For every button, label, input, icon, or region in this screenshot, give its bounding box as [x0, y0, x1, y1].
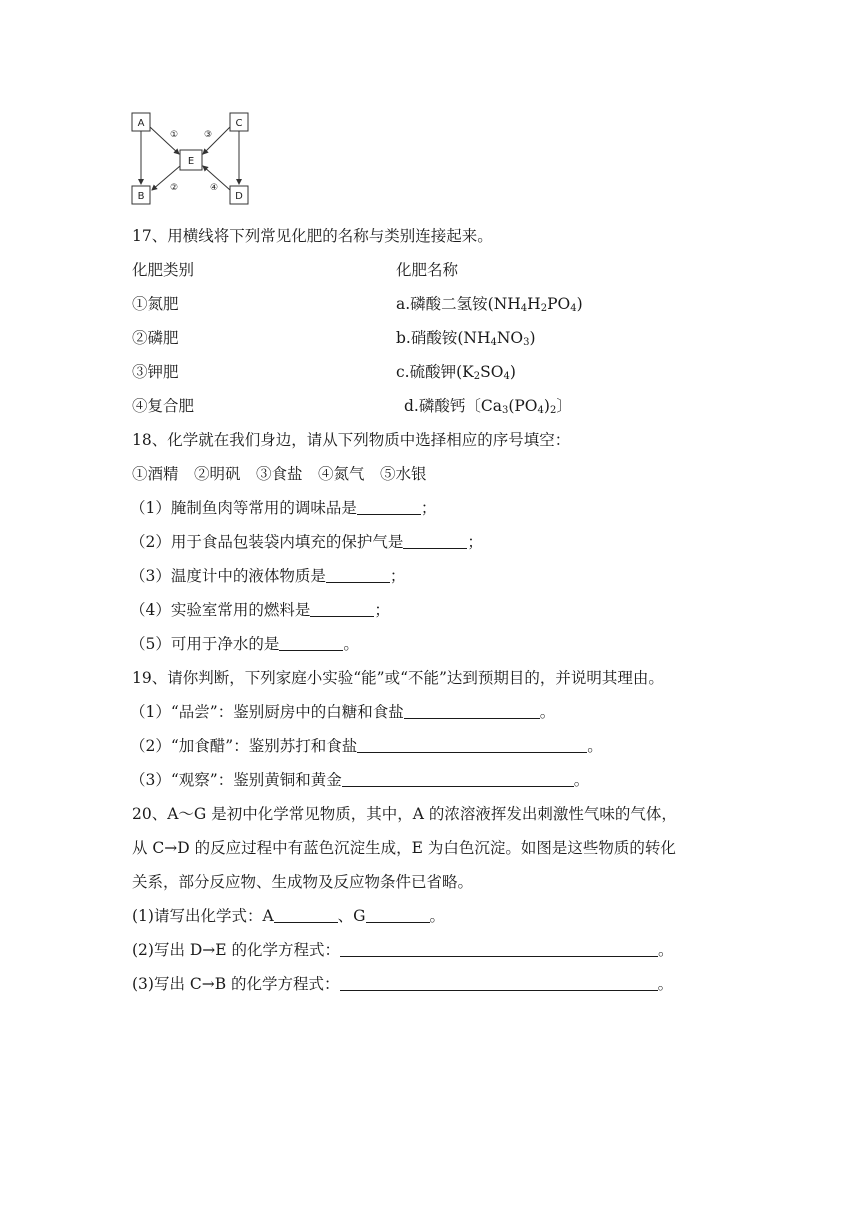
q18-options: ①酒精 ②明矾 ③食盐 ④氮气 ⑤水银 — [132, 465, 427, 483]
answer-blank[interactable] — [366, 907, 430, 923]
fertilizer-category: ②磷肥 — [132, 329, 179, 347]
q18-item-1: （1）腌制鱼肉等常用的调味品是 ； — [130, 499, 437, 517]
q19-item-2: （2）“加食醋”：鉴别苏打和食盐 。 — [130, 737, 603, 755]
answer-blank[interactable] — [403, 533, 467, 549]
answer-blank[interactable] — [340, 941, 658, 957]
q19-title: 19、请你判断，下列家庭小实验“能”或“不能”达到预期目的，并说明其理由。 — [132, 669, 664, 687]
q17-row-2 — [132, 328, 536, 348]
fertilizer-name: b.硝酸铵$(NH_4NO_3)$ — [396, 329, 536, 348]
answer-blank[interactable] — [357, 499, 421, 515]
q17-row-3 — [132, 362, 516, 382]
q17-title: 17、用横线将下列常见化肥的名称与类别连接起来。 — [132, 227, 493, 245]
node-c-label: C — [235, 118, 243, 129]
node-e-label: E — [187, 156, 195, 167]
q19-item-3: （3）“观察”：鉴别黄铜和黄金 。 — [130, 771, 590, 789]
answer-blank[interactable] — [342, 771, 574, 787]
fertilizer-name: d.磷酸钙〔$Ca_3(PO_4)_2$〕 — [404, 397, 572, 416]
q20-sub-3: (3)写出 C→B 的化学方程式： 。 — [132, 975, 674, 993]
q18-item-3: （3）温度计中的液体物质是 ； — [130, 567, 406, 585]
node-a-label: A — [137, 118, 145, 129]
q18-item-5: （5）可用于净水的是 。 — [130, 635, 359, 653]
q18-title: 18、化学就在我们身边，请从下列物质中选择相应的序号填空： — [132, 431, 571, 449]
edge-label-2: ② — [169, 183, 179, 193]
q18-item-2: （2）用于食品包装袋内填充的保护气是 ； — [130, 533, 483, 551]
q20-sub-2: (2)写出 D→E 的化学方程式： 。 — [132, 941, 674, 959]
answer-blank[interactable] — [274, 907, 338, 923]
answer-blank[interactable] — [357, 737, 587, 753]
q17-row-4 — [132, 396, 572, 416]
fertilizer-name: a.磷酸二氢铵$(NH_4H_2PO_4)$ — [396, 295, 583, 314]
answer-blank[interactable] — [279, 635, 343, 651]
q19-item-1: （1）“品尝”：鉴别厨房中的白糖和食盐 。 — [130, 703, 556, 721]
answer-blank[interactable] — [326, 567, 390, 583]
q17-row-1 — [132, 294, 583, 314]
answer-blank[interactable] — [310, 601, 374, 617]
answer-blank[interactable] — [340, 975, 658, 991]
q20-sub-1: (1)请写出化学式：A 、G 。 — [132, 907, 446, 925]
q18-item-4: （4）实验室常用的燃料是 ； — [130, 601, 390, 619]
edge-label-1: ① — [169, 130, 179, 140]
q17-header-category: 化肥类别 — [132, 261, 195, 279]
fertilizer-category: ③钾肥 — [132, 363, 179, 381]
fertilizer-name: c.硫酸钾$(K_2SO_4)$ — [396, 363, 516, 382]
answer-blank[interactable] — [404, 703, 540, 719]
q17-header-name: 化肥名称 — [396, 261, 459, 279]
q20-line-3: 关系，部分反应物、生成物及反应物条件已省略。 — [132, 873, 474, 891]
fertilizer-category: ④复合肥 — [132, 397, 195, 415]
node-b-label: B — [137, 191, 145, 202]
fertilizer-category: ①氮肥 — [132, 295, 179, 313]
reaction-diagram — [128, 110, 254, 208]
edge-label-3: ③ — [203, 130, 213, 140]
q17-header — [132, 260, 459, 280]
q20-line-2: 从 C→D 的反应过程中有蓝色沉淀生成，E 为白色沉淀。如图是这些物质的转化 — [132, 839, 676, 857]
q20-line-1: 20、A～G 是初中化学常见物质，其中，A 的浓溶液挥发出刺激性气味的气体， — [132, 805, 677, 823]
edge-label-4: ④ — [209, 183, 219, 193]
node-d-label: D — [235, 191, 243, 202]
